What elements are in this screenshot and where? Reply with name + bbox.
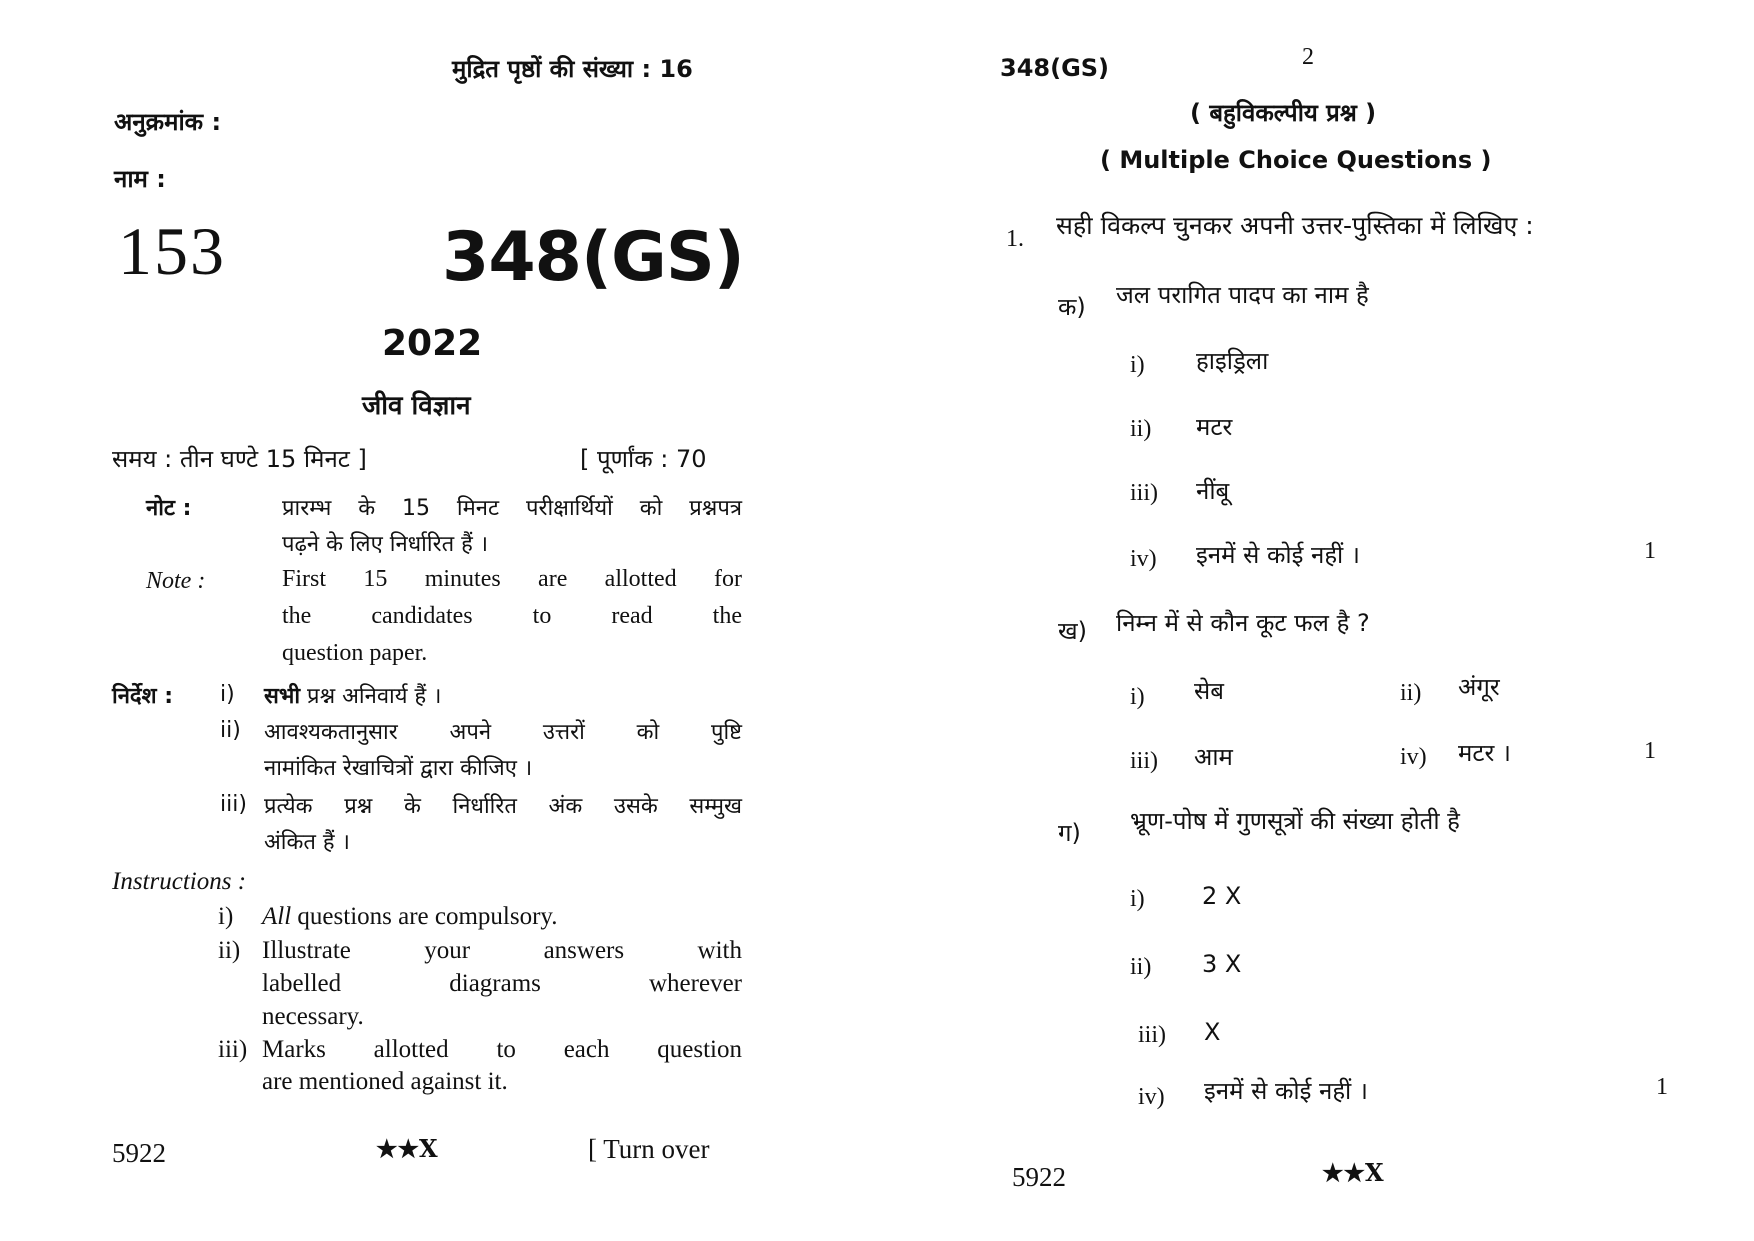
- sub-question-text: निम्न में से कौन कूट फल है ?: [1116, 609, 1370, 637]
- turn-over-label: [ Turn over: [588, 1134, 710, 1164]
- paper-code: 348(GS): [442, 218, 744, 297]
- section-title-hindi: ( बहुविकल्पीय प्रश्न ): [1190, 99, 1377, 127]
- directions-hindi-label: निर्देश :: [112, 684, 174, 709]
- instruction-number: i): [218, 903, 234, 930]
- option-number: iii): [1130, 480, 1158, 506]
- option-number: iii): [1130, 748, 1158, 774]
- option-text: इनमें से कोई नहीं ।: [1196, 541, 1361, 569]
- option-number: ii): [1130, 954, 1152, 980]
- exam-year: 2022: [382, 323, 483, 364]
- option-number: iii): [1138, 1022, 1166, 1048]
- sub-question-label: ख): [1058, 617, 1087, 645]
- note-english-line: question paper.: [282, 640, 428, 666]
- direction-number: i): [220, 682, 235, 707]
- instruction-text: questions are compulsory.: [297, 903, 558, 930]
- instruction-line: Illustrate your answers with: [262, 937, 742, 964]
- instruction-line: Marks allotted to each question: [262, 1036, 742, 1063]
- marks-value: 1: [1656, 1074, 1668, 1100]
- direction-line: नामांकित रेखाचित्रों द्वारा कीजिए ।: [264, 756, 533, 781]
- instruction-line: are mentioned against it.: [262, 1068, 508, 1095]
- sub-question-label: ग): [1058, 819, 1081, 847]
- option-number: i): [1130, 886, 1145, 912]
- footer-mark: ★★X: [1322, 1158, 1384, 1187]
- handwritten-roll-number: 153: [118, 213, 226, 289]
- option-text: 2 X: [1202, 882, 1242, 910]
- direction-emphasis: सभी: [264, 684, 301, 709]
- note-hindi-label: नोट :: [146, 496, 192, 521]
- instruction-number: ii): [218, 937, 241, 964]
- question-instruction: सही विकल्प चुनकर अपनी उत्तर-पुस्तिका में लिखिए :: [1056, 211, 1534, 240]
- option-number: iv): [1400, 744, 1427, 770]
- sub-question-label: क): [1058, 293, 1086, 321]
- note-hindi-line: पढ़ने के लिए निर्धारित हैं ।: [282, 532, 489, 557]
- instruction-emphasis: All: [262, 903, 292, 930]
- header-paper-code: 348(GS): [1000, 54, 1110, 82]
- maximum-marks: [ पूर्णांक : 70: [580, 445, 707, 473]
- right-page: [860, 0, 1754, 1241]
- instructions-label: Instructions :: [112, 868, 247, 895]
- direction-number: iii): [220, 792, 247, 817]
- instruction-line: necessary.: [262, 1003, 364, 1030]
- note-hindi-line: प्रारम्भ के 15 मिनट परीक्षार्थियों को प्रश्नपत्र: [282, 496, 742, 521]
- option-number: i): [1130, 684, 1145, 710]
- option-text: इनमें से कोई नहीं ।: [1204, 1077, 1369, 1105]
- option-number: iv): [1130, 546, 1157, 572]
- subject-title: जीव विज्ञान: [362, 391, 471, 421]
- option-text: हाइड्रिला: [1196, 347, 1269, 375]
- page-number: 2: [1302, 44, 1314, 70]
- instruction-number: iii): [218, 1036, 248, 1063]
- left-page: [0, 0, 860, 1241]
- question-number: 1.: [1006, 226, 1024, 252]
- direction-line: प्रत्येक प्रश्न के निर्धारित अंक उसके सम्मुख: [264, 794, 742, 819]
- exam-duration: समय : तीन घण्टे 15 मिनट ]: [112, 445, 367, 473]
- name-label: नाम :: [114, 165, 166, 193]
- footer-code: 5922: [1012, 1162, 1066, 1192]
- instruction-item: [262, 903, 558, 931]
- footer-mark: ★★X: [376, 1134, 438, 1163]
- footer-code: 5922: [112, 1138, 166, 1168]
- option-text: सेब: [1194, 677, 1224, 705]
- option-text: मटर ।: [1458, 739, 1511, 767]
- printed-pages-count: मुद्रित पृष्ठों की संख्या : 16: [452, 55, 693, 83]
- marks-value: 1: [1644, 538, 1656, 564]
- section-title-english: ( Multiple Choice Questions ): [1100, 146, 1492, 174]
- direction-line: आवश्यकतानुसार अपने उत्तरों को पुष्टि: [264, 720, 742, 745]
- option-text: X: [1204, 1018, 1221, 1046]
- option-text: 3 X: [1202, 950, 1242, 978]
- instruction-line: labelled diagrams wherever: [262, 970, 742, 997]
- direction-item: [264, 680, 442, 710]
- roll-number-label: अनुक्रमांक :: [114, 108, 222, 136]
- option-number: iv): [1138, 1084, 1165, 1110]
- option-number: i): [1130, 352, 1145, 378]
- direction-text: प्रश्न अनिवार्य हैं ।: [307, 684, 442, 709]
- note-english-line: First 15 minutes are allotted for: [282, 566, 742, 592]
- option-number: ii): [1130, 416, 1152, 442]
- direction-number: ii): [220, 718, 241, 743]
- option-text: अंगूर: [1458, 673, 1500, 701]
- note-english-label: Note :: [146, 568, 206, 594]
- sub-question-text: जल परागित पादप का नाम है: [1116, 281, 1369, 309]
- note-english-line: the candidates to read the: [282, 603, 742, 629]
- sub-question-text: भ्रूण-पोष में गुणसूत्रों की संख्या होती है: [1130, 807, 1460, 835]
- option-number: ii): [1400, 680, 1422, 706]
- option-text: नींबू: [1196, 477, 1230, 505]
- marks-value: 1: [1644, 738, 1656, 764]
- option-text: आम: [1194, 743, 1233, 771]
- direction-line: अंकित हैं ।: [264, 830, 350, 855]
- option-text: मटर: [1196, 413, 1233, 441]
